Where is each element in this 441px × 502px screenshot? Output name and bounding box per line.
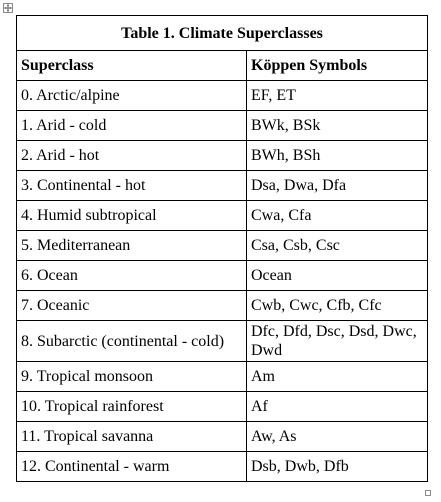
- table-row: [17, 261, 428, 291]
- symbols-cell: Dfc, Dfd, Dsc, Dsd, Dwc, Dwd: [247, 321, 428, 362]
- symbols-cell: Dsa, Dwa, Dfa: [247, 171, 428, 201]
- table-row: [17, 392, 428, 422]
- superclass-cell: 12. Continental - warm: [17, 452, 247, 482]
- column-header-koppen-symbols: Köppen Symbols: [247, 51, 428, 81]
- superclass-cell: 9. Tropical monsoon: [17, 362, 247, 392]
- table-row: [17, 362, 428, 392]
- table-row: [17, 171, 428, 201]
- symbols-cell: Af: [247, 392, 428, 422]
- symbols-cell: Csa, Csb, Csc: [247, 231, 428, 261]
- table-title-row: [17, 16, 428, 51]
- superclass-cell: 4. Humid subtropical: [17, 201, 247, 231]
- symbols-cell: BWk, BSk: [247, 111, 428, 141]
- table-move-handle-icon[interactable]: [3, 3, 13, 13]
- move-cross-icon: [4, 4, 12, 12]
- superclass-cell: 11. Tropical savanna: [17, 422, 247, 452]
- column-header-superclass: Superclass: [17, 51, 247, 81]
- table-row: [17, 422, 428, 452]
- superclass-cell: 6. Ocean: [17, 261, 247, 291]
- symbols-cell: Aw, As: [247, 422, 428, 452]
- table-row: [17, 81, 428, 111]
- symbols-cell: BWh, BSh: [247, 141, 428, 171]
- table-title: Table 1. Climate Superclasses: [17, 16, 428, 51]
- symbols-cell: Dsb, Dwb, Dfb: [247, 452, 428, 482]
- superclass-cell: 8. Subarctic (continental - cold): [17, 321, 247, 362]
- symbols-cell: Cwa, Cfa: [247, 201, 428, 231]
- symbols-cell: EF, ET: [247, 81, 428, 111]
- climate-superclasses-table: [16, 15, 428, 482]
- table-row: [17, 111, 428, 141]
- superclass-cell: 10. Tropical rainforest: [17, 392, 247, 422]
- table-row: [17, 321, 428, 362]
- table-resize-handle-icon[interactable]: [425, 490, 431, 496]
- superclass-cell: 1. Arid - cold: [17, 111, 247, 141]
- table-row: [17, 452, 428, 482]
- table-header-row: [17, 51, 428, 81]
- table-row: [17, 231, 428, 261]
- symbols-cell: Cwb, Cwc, Cfb, Cfc: [247, 291, 428, 321]
- table-row: [17, 291, 428, 321]
- table-row: [17, 141, 428, 171]
- superclass-cell: 2. Arid - hot: [17, 141, 247, 171]
- symbols-cell: Ocean: [247, 261, 428, 291]
- table-row: [17, 201, 428, 231]
- superclass-cell: 3. Continental - hot: [17, 171, 247, 201]
- superclass-cell: 7. Oceanic: [17, 291, 247, 321]
- symbols-cell: Am: [247, 362, 428, 392]
- superclass-cell: 5. Mediterranean: [17, 231, 247, 261]
- superclass-cell: 0. Arctic/alpine: [17, 81, 247, 111]
